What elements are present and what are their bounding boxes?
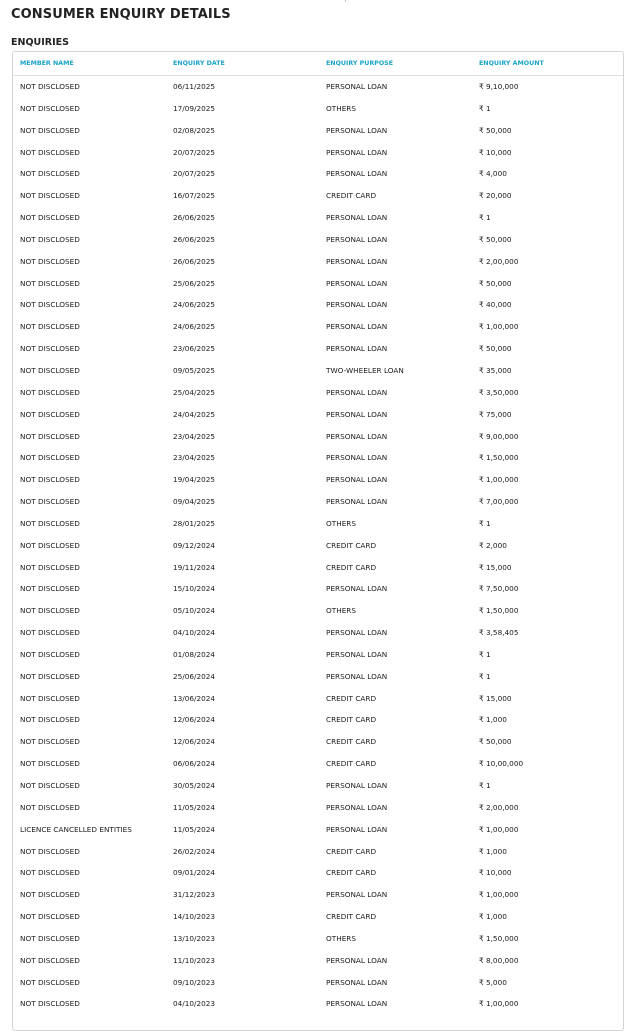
cell-enquiry-date: 25/04/2025 (173, 387, 216, 397)
cell-member-name: NOT DISCLOSED (20, 453, 80, 463)
cell-enquiry-amount: ₹ 10,000 (479, 868, 512, 878)
table-body (13, 76, 623, 1015)
table-row (13, 644, 623, 666)
table-row (13, 950, 623, 972)
cell-enquiry-purpose: OTHERS (326, 933, 356, 943)
cell-member-name: NOT DISCLOSED (20, 868, 80, 878)
cell-enquiry-purpose: PERSONAL LOAN (326, 125, 388, 135)
cell-enquiry-amount: ₹ 2,000 (479, 540, 507, 550)
cell-enquiry-purpose: PERSONAL LOAN (326, 649, 388, 659)
cell-enquiry-date: 30/05/2024 (173, 781, 216, 790)
cell-member-name: NOT DISCLOSED (20, 518, 80, 528)
table-row (13, 600, 623, 622)
cell-enquiry-purpose: PERSONAL LOAN (326, 147, 388, 157)
cell-member-name: NOT DISCLOSED (20, 802, 80, 812)
cell-enquiry-amount: ₹ 7,00,000 (479, 497, 519, 507)
cell-enquiry-purpose: PERSONAL LOAN (326, 584, 388, 594)
cell-member-name: NOT DISCLOSED (20, 737, 80, 747)
cell-member-name: LICENCE CANCELLED ENTITIES (20, 824, 132, 834)
cell-enquiry-purpose: PERSONAL LOAN (326, 977, 388, 987)
cell-enquiry-amount: ₹ 1,00,000 (479, 890, 519, 900)
table-row (13, 338, 623, 360)
cell-enquiry-amount: ₹ 8,00,000 (479, 955, 519, 965)
cell-enquiry-amount: ₹ 50,000 (479, 737, 512, 747)
cell-enquiry-amount: ₹ 75,000 (479, 409, 512, 419)
table-row (13, 578, 623, 600)
cell-enquiry-date: 26/06/2025 (173, 234, 216, 244)
cell-enquiry-purpose: PERSONAL LOAN (326, 300, 388, 310)
cell-enquiry-purpose: PERSONAL LOAN (326, 256, 388, 266)
cell-member-name: NOT DISCLOSED (20, 256, 80, 266)
cell-member-name: NOT DISCLOSED (20, 169, 80, 179)
cell-member-name: NOT DISCLOSED (20, 540, 80, 550)
cell-enquiry-amount: ₹ 1 (479, 518, 491, 528)
table-row (13, 819, 623, 841)
cell-enquiry-purpose: PERSONAL LOAN (326, 671, 388, 681)
cell-enquiry-date: 09/04/2025 (173, 497, 216, 507)
cell-enquiry-date: 09/12/2024 (173, 540, 216, 550)
cell-enquiry-purpose: PERSONAL LOAN (326, 387, 388, 397)
table-row (13, 666, 623, 688)
cell-enquiry-date: 04/10/2024 (173, 628, 216, 638)
table-row (13, 906, 623, 928)
cell-enquiry-amount: ₹ 1,50,000 (479, 933, 519, 943)
cell-enquiry-purpose: CREDIT CARD (326, 715, 377, 725)
cell-enquiry-amount: ₹ 1,00,000 (479, 475, 519, 485)
cell-enquiry-amount: ₹ 10,000 (479, 147, 512, 157)
cell-member-name: NOT DISCLOSED (20, 933, 80, 943)
cell-member-name: NOT DISCLOSED (20, 475, 80, 485)
cell-enquiry-amount: ₹ 1 (479, 103, 491, 113)
cell-enquiry-date: 12/06/2024 (173, 737, 216, 747)
table-row (13, 753, 623, 775)
table-row (13, 535, 623, 557)
cell-enquiry-date: 05/10/2024 (173, 606, 216, 616)
table-row (13, 928, 623, 950)
cell-member-name: NOT DISCLOSED (20, 431, 80, 441)
cell-enquiry-amount: ₹ 1 (479, 671, 491, 681)
cell-enquiry-amount: ₹ 1 (479, 213, 491, 223)
header-enquiry-amount: ENQUIRY AMOUNT (479, 60, 544, 67)
cell-enquiry-amount: ₹ 50,000 (479, 344, 512, 354)
cell-enquiry-date: 26/06/2025 (173, 256, 216, 266)
cell-member-name: NOT DISCLOSED (20, 344, 80, 354)
table-row (13, 120, 623, 142)
cell-enquiry-purpose: PERSONAL LOAN (326, 409, 388, 419)
cell-enquiry-date: 20/07/2025 (173, 169, 216, 179)
table-row (13, 862, 623, 884)
cell-enquiry-purpose: CREDIT CARD (326, 759, 377, 769)
cell-enquiry-amount: ₹ 9,00,000 (479, 431, 519, 441)
cell-member-name: NOT DISCLOSED (20, 999, 80, 1009)
cell-member-name: NOT DISCLOSED (20, 715, 80, 725)
cell-member-name: NOT DISCLOSED (20, 497, 80, 507)
table-row (13, 491, 623, 513)
cell-enquiry-purpose: PERSONAL LOAN (326, 781, 388, 790)
table-row (13, 294, 623, 316)
cell-enquiry-date: 15/10/2024 (173, 584, 216, 594)
table-row (13, 622, 623, 644)
table-row (13, 382, 623, 404)
cell-enquiry-purpose: OTHERS (326, 103, 356, 113)
cell-enquiry-amount: ₹ 50,000 (479, 278, 512, 288)
cell-enquiry-amount: ₹ 1,00,000 (479, 824, 519, 834)
cell-enquiry-amount: ₹ 50,000 (479, 234, 512, 244)
cell-enquiry-amount: ₹ 50,000 (479, 125, 512, 135)
header-enquiry-date: ENQUIRY DATE (173, 60, 225, 67)
cell-enquiry-amount: ₹ 1,00,000 (479, 999, 519, 1009)
cell-enquiry-purpose: CREDIT CARD (326, 540, 377, 550)
cell-enquiry-date: 19/11/2024 (173, 562, 216, 572)
cell-member-name: NOT DISCLOSED (20, 562, 80, 572)
table-row (13, 207, 623, 229)
cell-enquiry-date: 12/06/2024 (173, 715, 216, 725)
cell-member-name: NOT DISCLOSED (20, 890, 80, 900)
cell-enquiry-amount: ₹ 35,000 (479, 365, 512, 375)
cell-enquiry-date: 06/06/2024 (173, 759, 216, 769)
cell-enquiry-amount: ₹ 1,000 (479, 912, 507, 922)
table-row (13, 557, 623, 579)
page-title: CONSUMER ENQUIRY DETAILS (11, 7, 231, 22)
cell-enquiry-amount: ₹ 4,000 (479, 169, 507, 179)
cell-enquiry-purpose: PERSONAL LOAN (326, 82, 388, 91)
cell-member-name: NOT DISCLOSED (20, 912, 80, 922)
cell-member-name: NOT DISCLOSED (20, 278, 80, 288)
cell-enquiry-purpose: PERSONAL LOAN (326, 344, 388, 354)
table-row (13, 797, 623, 819)
cell-enquiry-date: 19/04/2025 (173, 475, 216, 485)
cell-enquiry-purpose: CREDIT CARD (326, 191, 377, 201)
table-row (13, 251, 623, 273)
cell-enquiry-purpose: CREDIT CARD (326, 562, 377, 572)
table-row (13, 273, 623, 295)
cell-enquiry-amount: ₹ 1 (479, 781, 491, 790)
cell-enquiry-purpose: PERSONAL LOAN (326, 628, 388, 638)
cell-enquiry-date: 13/06/2024 (173, 693, 216, 703)
cell-enquiry-date: 20/07/2025 (173, 147, 216, 157)
cell-enquiry-amount: ₹ 1,50,000 (479, 453, 519, 463)
cell-enquiry-purpose: PERSONAL LOAN (326, 475, 388, 485)
cell-member-name: NOT DISCLOSED (20, 103, 80, 113)
table-row (13, 775, 623, 797)
cell-member-name: NOT DISCLOSED (20, 191, 80, 201)
table-row (13, 731, 623, 753)
cell-enquiry-amount: ₹ 2,00,000 (479, 802, 519, 812)
cell-enquiry-date: 06/11/2025 (173, 82, 216, 91)
cell-member-name: NOT DISCLOSED (20, 977, 80, 987)
cell-enquiry-date: 09/05/2025 (173, 365, 216, 375)
cell-enquiry-date: 17/09/2025 (173, 103, 216, 113)
table-row (13, 447, 623, 469)
cell-enquiry-purpose: PERSONAL LOAN (326, 169, 388, 179)
top-divider-tick (345, 0, 346, 2)
cell-enquiry-date: 09/10/2023 (173, 977, 216, 987)
table-row (13, 360, 623, 382)
cell-enquiry-purpose: PERSONAL LOAN (326, 234, 388, 244)
header-member-name: MEMBER NAME (20, 60, 74, 67)
cell-enquiry-date: 24/04/2025 (173, 409, 216, 419)
cell-enquiry-date: 02/08/2025 (173, 125, 216, 135)
cell-member-name: NOT DISCLOSED (20, 213, 80, 223)
cell-enquiry-purpose: TWO-WHEELER LOAN (326, 365, 404, 375)
cell-enquiry-purpose: CREDIT CARD (326, 868, 377, 878)
cell-enquiry-date: 11/05/2024 (173, 802, 216, 812)
table-row (13, 404, 623, 426)
cell-enquiry-date: 13/10/2023 (173, 933, 216, 943)
cell-member-name: NOT DISCLOSED (20, 781, 80, 790)
cell-enquiry-purpose: PERSONAL LOAN (326, 322, 388, 332)
cell-enquiry-purpose: PERSONAL LOAN (326, 453, 388, 463)
cell-enquiry-date: 31/12/2023 (173, 890, 216, 900)
table-row (13, 688, 623, 710)
header-enquiry-purpose: ENQUIRY PURPOSE (326, 60, 394, 67)
cell-enquiry-purpose: PERSONAL LOAN (326, 890, 388, 900)
cell-enquiry-purpose: PERSONAL LOAN (326, 999, 388, 1009)
cell-member-name: NOT DISCLOSED (20, 671, 80, 681)
cell-member-name: NOT DISCLOSED (20, 628, 80, 638)
cell-enquiry-amount: ₹ 1,000 (479, 715, 507, 725)
table-row (13, 76, 623, 98)
cell-member-name: NOT DISCLOSED (20, 234, 80, 244)
cell-member-name: NOT DISCLOSED (20, 387, 80, 397)
table-row (13, 972, 623, 994)
table-row (13, 185, 623, 207)
cell-member-name: NOT DISCLOSED (20, 955, 80, 965)
cell-member-name: NOT DISCLOSED (20, 322, 80, 332)
cell-enquiry-amount: ₹ 20,000 (479, 191, 512, 201)
cell-enquiry-purpose: CREDIT CARD (326, 693, 377, 703)
cell-enquiry-amount: ₹ 3,58,405 (479, 628, 519, 638)
cell-enquiry-amount: ₹ 5,000 (479, 977, 507, 987)
table-header (13, 52, 623, 76)
cell-enquiry-amount: ₹ 9,10,000 (479, 82, 519, 91)
cell-enquiry-date: 16/07/2025 (173, 191, 216, 201)
table-row (13, 163, 623, 185)
cell-enquiry-date: 26/06/2025 (173, 213, 216, 223)
cell-enquiry-date: 09/01/2024 (173, 868, 216, 878)
cell-enquiry-date: 11/10/2023 (173, 955, 216, 965)
cell-member-name: NOT DISCLOSED (20, 759, 80, 769)
cell-member-name: NOT DISCLOSED (20, 846, 80, 856)
table-row (13, 884, 623, 906)
table-row (13, 229, 623, 251)
cell-enquiry-amount: ₹ 10,00,000 (479, 759, 524, 769)
cell-enquiry-purpose: PERSONAL LOAN (326, 824, 388, 834)
cell-member-name: NOT DISCLOSED (20, 584, 80, 594)
cell-enquiry-amount: ₹ 15,000 (479, 693, 512, 703)
table-row (13, 513, 623, 535)
cell-enquiry-date: 23/04/2025 (173, 431, 216, 441)
cell-member-name: NOT DISCLOSED (20, 147, 80, 157)
table-row (13, 98, 623, 120)
cell-enquiry-purpose: PERSONAL LOAN (326, 497, 388, 507)
table-row (13, 316, 623, 338)
cell-enquiry-amount: ₹ 40,000 (479, 300, 512, 310)
cell-enquiry-purpose: CREDIT CARD (326, 912, 377, 922)
cell-enquiry-amount: ₹ 7,50,000 (479, 584, 519, 594)
table-row (13, 993, 623, 1015)
cell-enquiry-purpose: PERSONAL LOAN (326, 955, 388, 965)
cell-enquiry-date: 01/08/2024 (173, 649, 216, 659)
cell-member-name: NOT DISCLOSED (20, 125, 80, 135)
cell-member-name: NOT DISCLOSED (20, 82, 80, 91)
cell-member-name: NOT DISCLOSED (20, 300, 80, 310)
cell-enquiry-purpose: PERSONAL LOAN (326, 213, 388, 223)
section-title: ENQUIRIES (11, 37, 69, 48)
table-row (13, 142, 623, 164)
cell-enquiry-date: 14/10/2023 (173, 912, 216, 922)
table-row (13, 841, 623, 863)
cell-enquiry-date: 28/01/2025 (173, 518, 216, 528)
cell-member-name: NOT DISCLOSED (20, 409, 80, 419)
table-row (13, 426, 623, 448)
cell-enquiry-date: 25/06/2025 (173, 278, 216, 288)
table-row (13, 469, 623, 491)
cell-enquiry-amount: ₹ 1,000 (479, 846, 507, 856)
cell-member-name: NOT DISCLOSED (20, 649, 80, 659)
cell-enquiry-amount: ₹ 3,50,000 (479, 387, 519, 397)
cell-enquiry-amount: ₹ 15,000 (479, 562, 512, 572)
cell-enquiry-date: 23/06/2025 (173, 344, 216, 354)
cell-enquiry-date: 23/04/2025 (173, 453, 216, 463)
cell-enquiry-amount: ₹ 1,50,000 (479, 606, 519, 616)
cell-enquiry-purpose: PERSONAL LOAN (326, 431, 388, 441)
cell-enquiry-date: 24/06/2025 (173, 300, 216, 310)
cell-enquiry-amount: ₹ 1,00,000 (479, 322, 519, 332)
cell-member-name: NOT DISCLOSED (20, 606, 80, 616)
cell-enquiry-purpose: OTHERS (326, 606, 356, 616)
enquiries-table (12, 51, 624, 1031)
cell-member-name: NOT DISCLOSED (20, 365, 80, 375)
cell-enquiry-amount: ₹ 1 (479, 649, 491, 659)
cell-member-name: NOT DISCLOSED (20, 693, 80, 703)
cell-enquiry-date: 04/10/2023 (173, 999, 216, 1009)
cell-enquiry-purpose: PERSONAL LOAN (326, 278, 388, 288)
cell-enquiry-date: 25/06/2024 (173, 671, 216, 681)
cell-enquiry-amount: ₹ 2,00,000 (479, 256, 519, 266)
cell-enquiry-date: 11/05/2024 (173, 824, 216, 834)
cell-enquiry-purpose: CREDIT CARD (326, 846, 377, 856)
cell-enquiry-purpose: OTHERS (326, 518, 356, 528)
cell-enquiry-date: 26/02/2024 (173, 846, 216, 856)
cell-enquiry-date: 24/06/2025 (173, 322, 216, 332)
cell-enquiry-purpose: PERSONAL LOAN (326, 802, 388, 812)
cell-enquiry-purpose: CREDIT CARD (326, 737, 377, 747)
table-row (13, 709, 623, 731)
